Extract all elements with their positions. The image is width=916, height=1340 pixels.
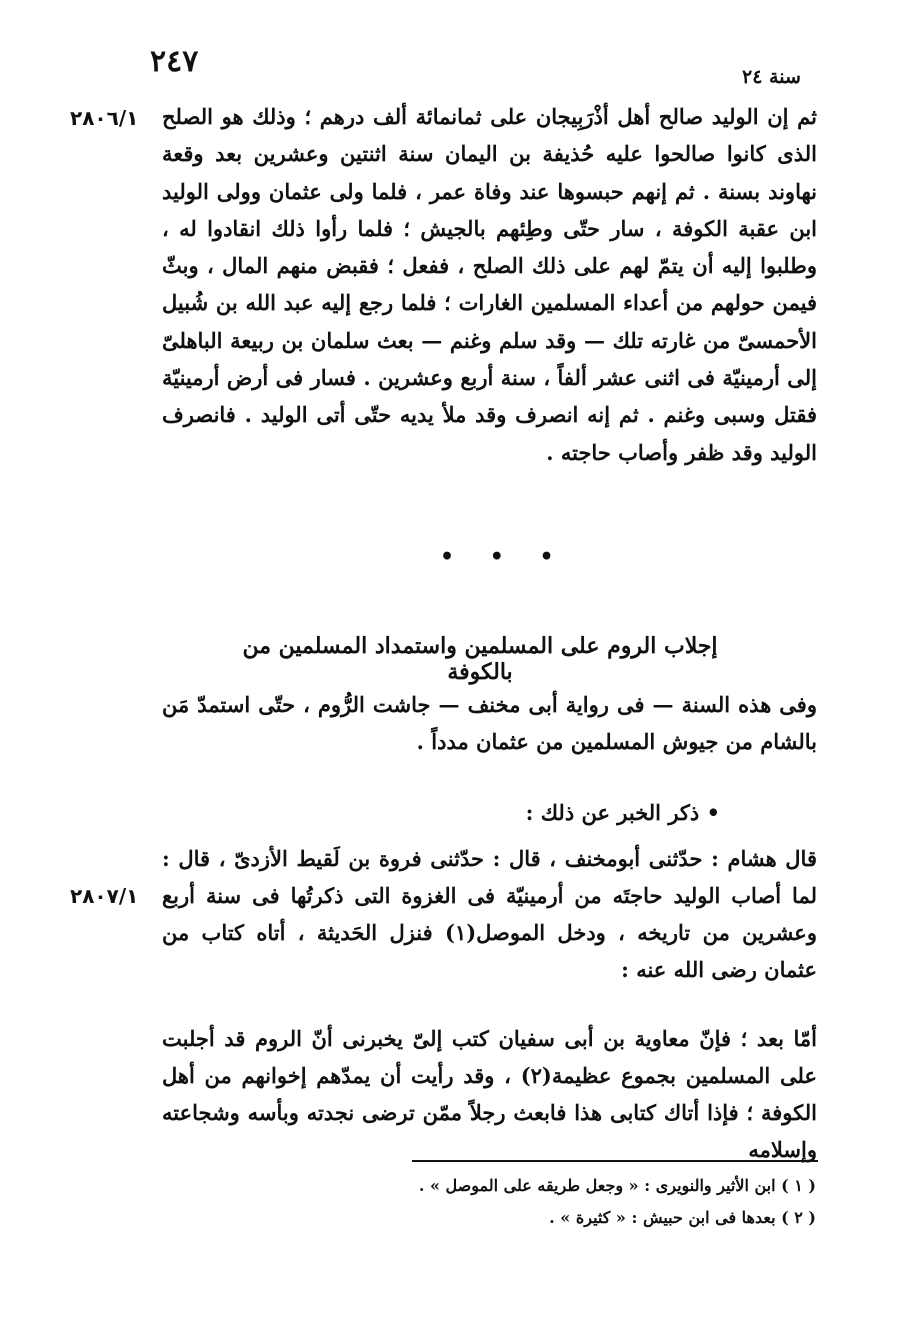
paragraph-narration: قال هشام : حدّثنى أبومخنف ، قال : حدّثنى فروة بن لَقيط الأزدىّ ، قال : لما أصاب الوليد حاجتَه من أرمينيّة فى الغزوة التى ذكرتُها فى سنة أربع وعشرين من تاريخه ، ودخل الموصل(١) فنزل الحَديثة ، أتاه كتاب من عثمان رضى الله عنه : <box>162 846 817 982</box>
section-heading: إجلاب الروم على المسلمين واستمداد المسلمين من بالكوفة <box>242 633 718 685</box>
running-head: سنة ٢٤ <box>742 66 801 88</box>
footnote: ( ٢ ) بعدها فى ابن حبيش : « كثيرة » . <box>549 1208 816 1227</box>
section-separator: • • • <box>440 544 568 570</box>
margin-reference: ٢٨٠٦/١ <box>70 106 139 130</box>
page-number: ٢٤٧ <box>150 44 199 79</box>
paragraph-letter: أمّا بعد ؛ فإنّ معاوية بن أبى سفيان كتب إلىّ يخبرنى أنّ الروم قد أجلبت على المسلمين بجموع عظيمة(٢) ، وقد رأيت أن يمدّهم إخوانهم من أهل الكوفة ؛ فإذا أتاك كتابى هذا فابعث رجلاً ممّن ترضى نجدته وبأسه وشجاعته وإسلامه <box>162 1026 817 1162</box>
subheading: • ذكر الخبر عن ذلك : <box>525 800 720 825</box>
footnote-divider <box>412 1160 818 1162</box>
paragraph-intro: وفى هذه السنة — فى رواية أبى مخنف — جاشت الرُّوم ، حتّى استمدّ مَن بالشام من جيوش المسلمين من عثمان مدداً . <box>162 692 817 754</box>
paragraph-azerbaijan-treaty: ثم إن الوليد صالح أهل أذْرَبِيجان على ثمانمائة ألف درهم ؛ وذلك هو الصلح الذى كانوا صالحوا عليه حُذيفة بن اليمان سنة اثنتين وعشرين بعد وقعة نهاوند بسنة . ثم إنهم حبسوها عند وفاة عمر ، فلما ولى عثمان وولى الوليد ابن عقبة الكوفة ، سار حتّى وطِئهم بالجيش ؛ فلما رأوا ذلك انقادوا له ، وطلبوا إليه أن يتمّ لهم على ذلك الصلح ، ففعل ؛ فقبض منهم المال ، وبثّ فيمن حولهم من أعداء المسلمين الغارات ؛ فلما رجع إليه عبد الله بن شُبيل الأحمسىّ من غارته تلك — وقد سلم وغنم — بعث سلمان بن ربيعة الباهلىّ إلى أرمينيّة فى اثنى عشر ألفاً ، سنة أربع وعشرين . فسار فى أرض أرمينيّة فقتل وسبى وغنم . ثم إنه انصرف وقد ملأ يديه حتّى أتى الوليد . فانصرف الوليد وقد ظفر وأصاب حاجته . <box>162 104 817 465</box>
footnote: ( ١ ) ابن الأثير والنويرى : « وجعل طريقه على الموصل » . <box>418 1176 816 1195</box>
margin-reference: ٢٨٠٧/١ <box>70 884 139 908</box>
